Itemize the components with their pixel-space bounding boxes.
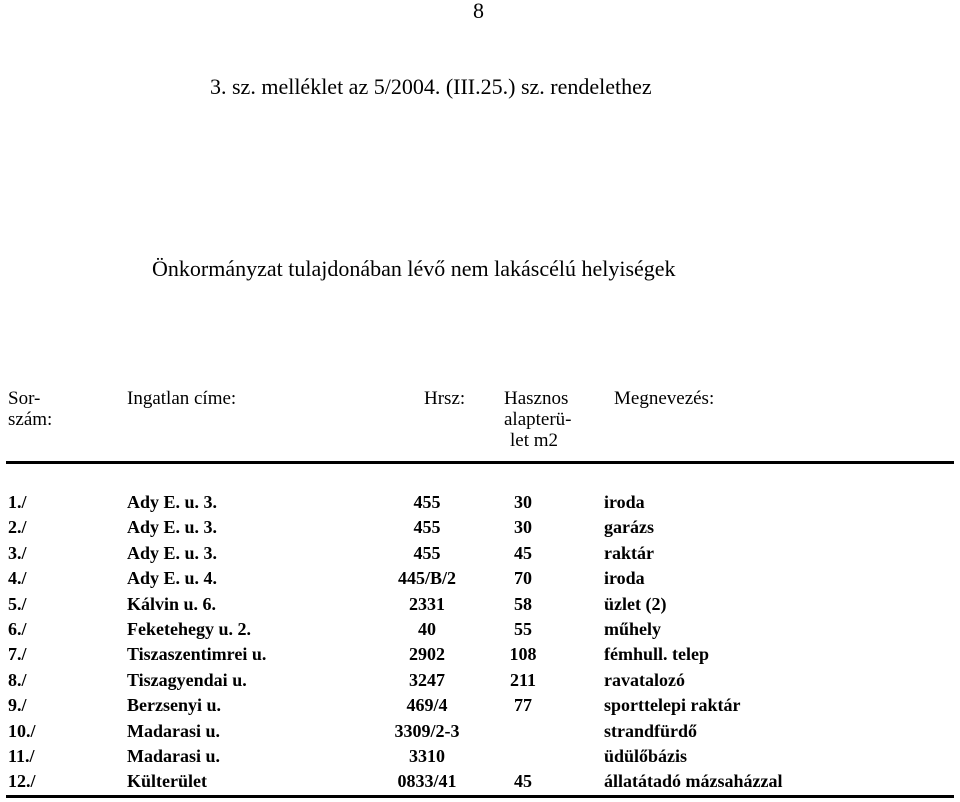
row-address: Feketehegy u. 2. (127, 619, 251, 639)
row-name: állatátadó mázsaházzal (604, 771, 783, 792)
row-name: fémhull. telep (604, 644, 709, 665)
row-number: 6./ (8, 619, 27, 639)
row-number: 2./ (8, 517, 27, 538)
row-lot: 2331 (409, 593, 445, 614)
row-name: garázs (604, 517, 654, 538)
row-number: 7./ (8, 644, 27, 665)
row-name: üdülőbázis (604, 746, 688, 766)
row-address: Ady E. u. 3. (127, 492, 218, 512)
table-row (0, 517, 960, 541)
table-row (0, 670, 960, 694)
row-area: 45 (514, 771, 532, 792)
row-area: 211 (509, 669, 536, 690)
row-name: iroda (604, 568, 645, 589)
header-address: Ingatlan címe: (127, 388, 237, 409)
table-row (0, 746, 960, 770)
row-lot: 2902 (409, 644, 445, 665)
row-area: 108 (509, 644, 537, 665)
header-area-line2: alapterü- (504, 409, 572, 430)
table-row (0, 543, 960, 567)
row-area: 45 (514, 542, 532, 563)
row-address: Kálvin u. 6. (127, 593, 217, 614)
row-lot: 445/B/2 (397, 568, 456, 589)
row-name: sporttelepi raktár (604, 695, 741, 716)
row-address: Madarasi u. (127, 746, 221, 766)
row-address: Berzsenyi u. (127, 695, 221, 716)
header-area (504, 388, 572, 451)
row-number: 12./ (8, 771, 36, 792)
row-number: 9./ (8, 695, 27, 716)
row-number: 5./ (8, 593, 27, 614)
table-row (0, 619, 960, 643)
row-number: 3./ (8, 542, 27, 563)
table-row (0, 644, 960, 668)
row-lot: 469/4 (406, 695, 448, 716)
row-name: műhely (604, 619, 662, 639)
row-lot: 40 (418, 619, 436, 639)
header-serial-line1: Sor- (8, 388, 41, 409)
row-name: üzlet (2) (604, 593, 667, 614)
header-serial-line2: szám: (8, 409, 53, 430)
row-number: 4./ (8, 568, 27, 589)
header-area-line3: let m2 (510, 430, 559, 451)
bottom-rule (6, 795, 954, 798)
table-row (0, 771, 960, 795)
header-rule (6, 461, 954, 464)
row-address: Tiszagyendai u. (127, 669, 247, 690)
row-address: Külterület (127, 771, 207, 792)
row-area: 58 (514, 593, 532, 614)
page-number: 8 (473, 0, 484, 23)
row-address: Madarasi u. (127, 720, 221, 741)
header-area-line1: Hasznos (504, 388, 569, 409)
row-lot: 3247 (409, 669, 445, 690)
row-number: 11./ (8, 746, 35, 766)
row-area: 30 (514, 492, 532, 512)
annex-title: 3. sz. melléklet az 5/2004. (III.25.) sz. rendelethez (210, 74, 652, 99)
row-number: 1./ (8, 492, 27, 512)
row-lot: 3310 (409, 746, 445, 766)
row-name: iroda (604, 492, 645, 512)
main-title: Önkormányzat tulajdonában lévő nem lakáscélú helyiségek (152, 256, 676, 281)
row-name: ravatalozó (604, 669, 685, 690)
row-lot: 455 (413, 542, 441, 563)
row-lot: 3309/2-3 (394, 720, 460, 741)
table-row (0, 594, 960, 618)
row-name: strandfürdő (604, 720, 698, 741)
table-row (0, 695, 960, 719)
row-area: 30 (514, 517, 532, 538)
table-row (0, 568, 960, 592)
row-lot: 455 (413, 492, 441, 512)
row-address: Ady E. u. 3. (127, 542, 218, 563)
row-address: Tiszaszentimrei u. (127, 644, 267, 665)
header-serial (8, 388, 52, 430)
row-number: 10./ (8, 720, 36, 741)
header-name: Megnevezés: (614, 388, 715, 409)
row-area: 55 (514, 619, 532, 639)
row-number: 8./ (8, 669, 27, 690)
table-row (0, 721, 960, 745)
row-address: Ady E. u. 3. (127, 517, 218, 538)
row-area: 70 (514, 568, 532, 589)
header-lot: Hrsz: (424, 388, 466, 409)
row-address: Ady E. u. 4. (127, 568, 218, 589)
row-area: 77 (514, 695, 532, 716)
table-row (0, 492, 960, 516)
row-lot: 0833/41 (397, 771, 457, 792)
row-name: raktár (604, 542, 654, 563)
row-lot: 455 (413, 517, 441, 538)
